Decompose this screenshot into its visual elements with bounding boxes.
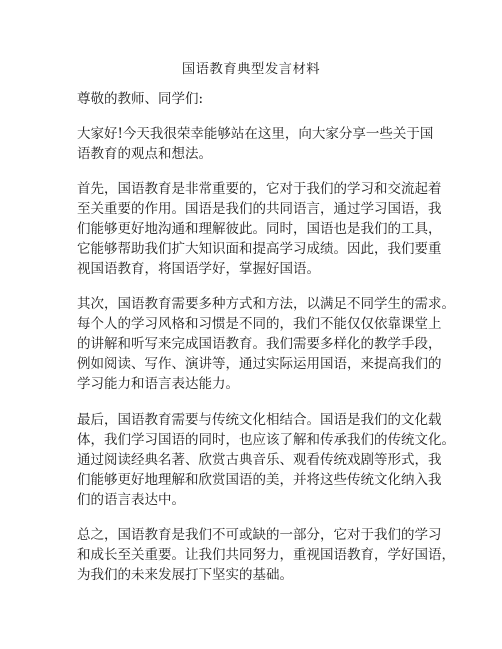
- paragraph-line: 们能够更好地理解和欣赏国语的美，并将这些传统文化纳入我: [77, 472, 442, 488]
- paragraph-line: 的讲解和听写来完成国语教育。我们需要多样化的教学手段，: [77, 336, 442, 352]
- paragraph-line: 例如阅读、写作、演讲等，通过实际运用国语，来提高我们的: [77, 356, 442, 372]
- paragraph-line: 首先，国语教育是非常重要的，它对于我们的学习和交流起着: [77, 181, 442, 197]
- document-title: 国语教育典型发言材料: [181, 62, 321, 77]
- paragraph-line: 最后，国语教育需要与传统文化相结合。国语是我们的文化载: [77, 412, 442, 428]
- greeting: 尊敬的教师、同学们:: [77, 91, 204, 107]
- paragraph-line: 为我们的未来发展打下坚实的基础。: [77, 567, 293, 583]
- paragraph-line: 每个人的学习风格和习惯是不同的，我们不能仅仅依靠课堂上: [77, 316, 442, 332]
- paragraph-line: 通过阅读经典名著、欣赏古典音乐、观看传统戏剧等形式，我: [77, 452, 442, 468]
- paragraph-line: 们能够更好地沟通和理解彼此。同时，国语也是我们的工具，: [77, 221, 442, 237]
- paragraph-line: 体，我们学习国语的同时，也应该了解和传承我们的传统文化。: [77, 432, 455, 448]
- paragraph-line: 语教育的观点和想法。: [77, 146, 212, 162]
- paragraph-line: 至关重要的作用。国语是我们的共同语言，通过学习国语，我: [77, 201, 442, 217]
- paragraph-line: 总之，国语教育是我们不可或缺的一部分，它对于我们的学习: [77, 527, 442, 543]
- paragraph-line: 学习能力和语言表达能力。: [77, 376, 239, 392]
- paragraph-line: 和成长至关重要。让我们共同努力，重视国语教育，学好国语，: [77, 547, 455, 563]
- paragraph-line: 其次，国语教育需要多种方式和方法，以满足不同学生的需求。: [77, 296, 455, 312]
- paragraph-line: 它能够帮助我们扩大知识面和提高学习成绩。因此，我们要重: [77, 241, 442, 257]
- paragraph-line: 视国语教育，将国语学好，掌握好国语。: [77, 261, 320, 277]
- paragraph-line: 们的语言表达中。: [77, 492, 185, 508]
- paragraph-line: 大家好!今天我很荣幸能够站在这里，向大家分享一些关于国: [77, 126, 434, 142]
